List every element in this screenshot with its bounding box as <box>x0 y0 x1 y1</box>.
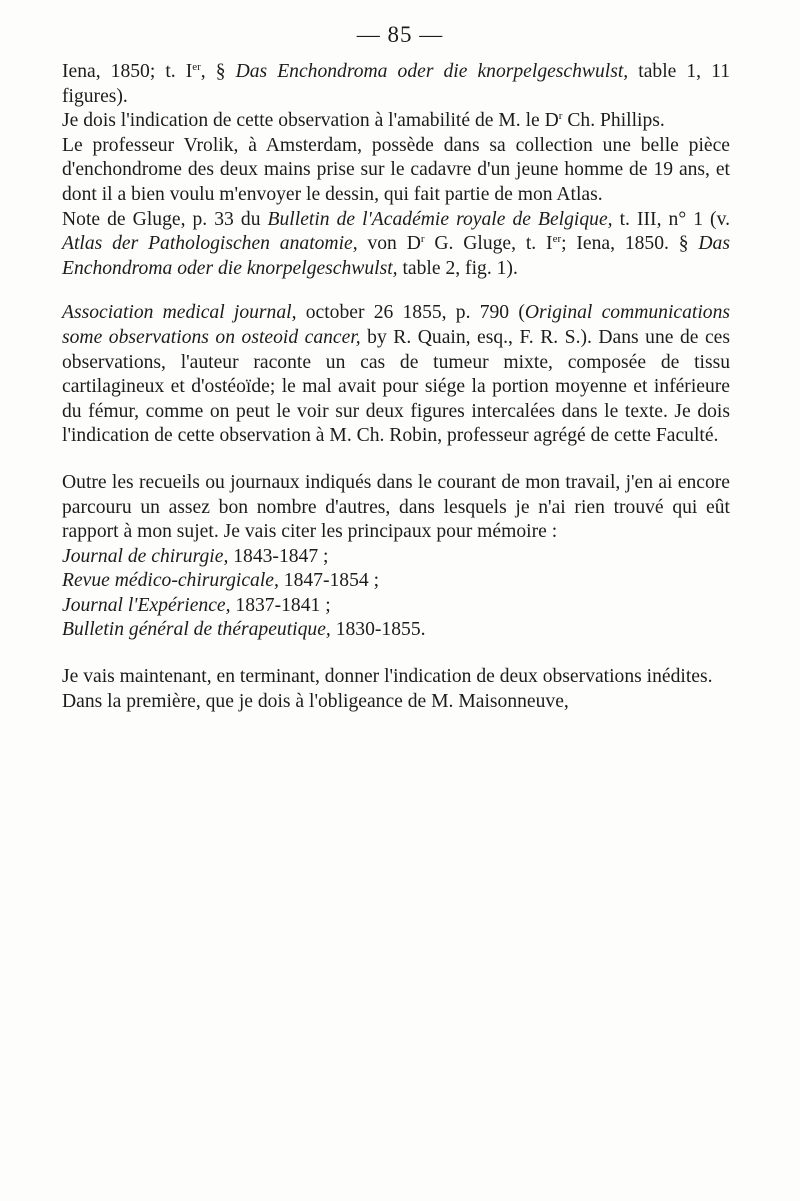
journal-years: 1830-1855. <box>330 619 426 641</box>
journal-title: Journal l'Expérience, <box>62 594 231 616</box>
italic-title: Bulletin de l'Académie royale de Belgique, <box>267 208 613 230</box>
text-run: von D <box>357 233 421 255</box>
italic-title: Original communications some observations on osteoid cancer, <box>62 302 731 348</box>
paragraph-vrolik <box>62 134 730 208</box>
text-run: Le professeur Vrolik, à Amsterdam, possède dans sa collection une belle pièce d'enchondrome des deux mains prise sur le cadavre d'un jeune homme de 19 ans, et dont il a bien voulu m'envoyer le dessin, qui fait partie de mon Atlas. <box>62 134 730 205</box>
text-run: Je dois l'indication de cette observation à l'amabilité de M. le D <box>62 110 559 132</box>
journal-list-item <box>62 618 730 643</box>
text-run: G. Gluge, t. I <box>424 233 553 255</box>
text-run: ; Iena, 1850. § <box>561 233 699 255</box>
superscript: er <box>192 61 201 73</box>
text-run: Dans la première, que je dois à l'obligeance de M. Maisonneuve, <box>62 690 569 712</box>
superscript: er <box>552 233 562 246</box>
text-run: october 26 1855, p. 790 ( <box>296 302 525 324</box>
journal-list-item <box>62 569 730 594</box>
italic-title: Das Enchondroma oder die knorpelgeschwulst, <box>235 61 629 82</box>
paragraph-outre-les-recueils <box>62 471 730 545</box>
paragraph-association-journal <box>62 301 730 449</box>
superscript: r <box>558 110 563 123</box>
journal-title: Bulletin général de thérapeutique, <box>62 619 331 641</box>
italic-title: Das Enchondroma oder die knorpelgeschwulst, <box>62 233 730 279</box>
superscript: r <box>420 233 425 246</box>
paragraph-iena-reference <box>62 60 730 109</box>
paragraph-observations-inedites <box>62 665 730 690</box>
italic-title: Atlas der Pathologischen anatomie, <box>62 233 358 255</box>
journal-title: Revue médico-chirurgicale, <box>62 570 279 592</box>
text-run: Ch. Phillips. <box>562 110 665 132</box>
text-run: table 2, fig. 1). <box>397 257 518 279</box>
text-run: t. III, n° 1 (v. <box>612 208 730 230</box>
text-run: Outre les recueils ou journaux indiqués dans le courant de mon travail, j'en ai encore parcouru un assez bon nombre d'autres, dans lesquels je n'ai rien trouvé qui eût rapport à mon sujet. Je vais citer les principaux pour mémoire : <box>62 471 730 543</box>
journal-title: Journal de chirurgie, <box>62 545 229 567</box>
journal-list-item <box>62 594 730 619</box>
text-run: Je vais maintenant, en terminant, donner l'indication de deux observations inédites. <box>62 666 713 688</box>
journal-years: 1847-1854 ; <box>278 570 380 592</box>
paragraph-gluge-note <box>62 208 730 282</box>
italic-title: Association medical journal, <box>62 302 297 324</box>
page-number: — 85 — <box>356 22 444 47</box>
journal-list-item <box>62 545 730 570</box>
text-run: Iena, 1850; t. I <box>62 61 193 82</box>
journal-years: 1837-1841 ; <box>230 594 331 616</box>
text-run: Note de Gluge, p. 33 du <box>62 208 268 230</box>
text-run: table 1, 11 figures). <box>62 61 730 107</box>
text-run: by R. Quain, esq., F. R. S.). Dans une de ces observations, l'auteur raconte un cas de tumeur mixte, composée de tissu cartilagineux et d'ostéoïde; le mal avait pour siége la portion moyenne et inférieure du fémur, comme on peut le voir sur deux figures intercalées dans le texte. Je dois l'indication de cette observation à M. Ch. Robin, professeur agrégé de cette Faculté. <box>62 326 730 447</box>
journal-years: 1843-1847 ; <box>228 545 329 567</box>
paragraph-phillips <box>62 109 730 134</box>
text-run: , § <box>200 61 236 82</box>
paragraph-maisonneuve <box>62 690 730 715</box>
body-text <box>62 60 730 714</box>
